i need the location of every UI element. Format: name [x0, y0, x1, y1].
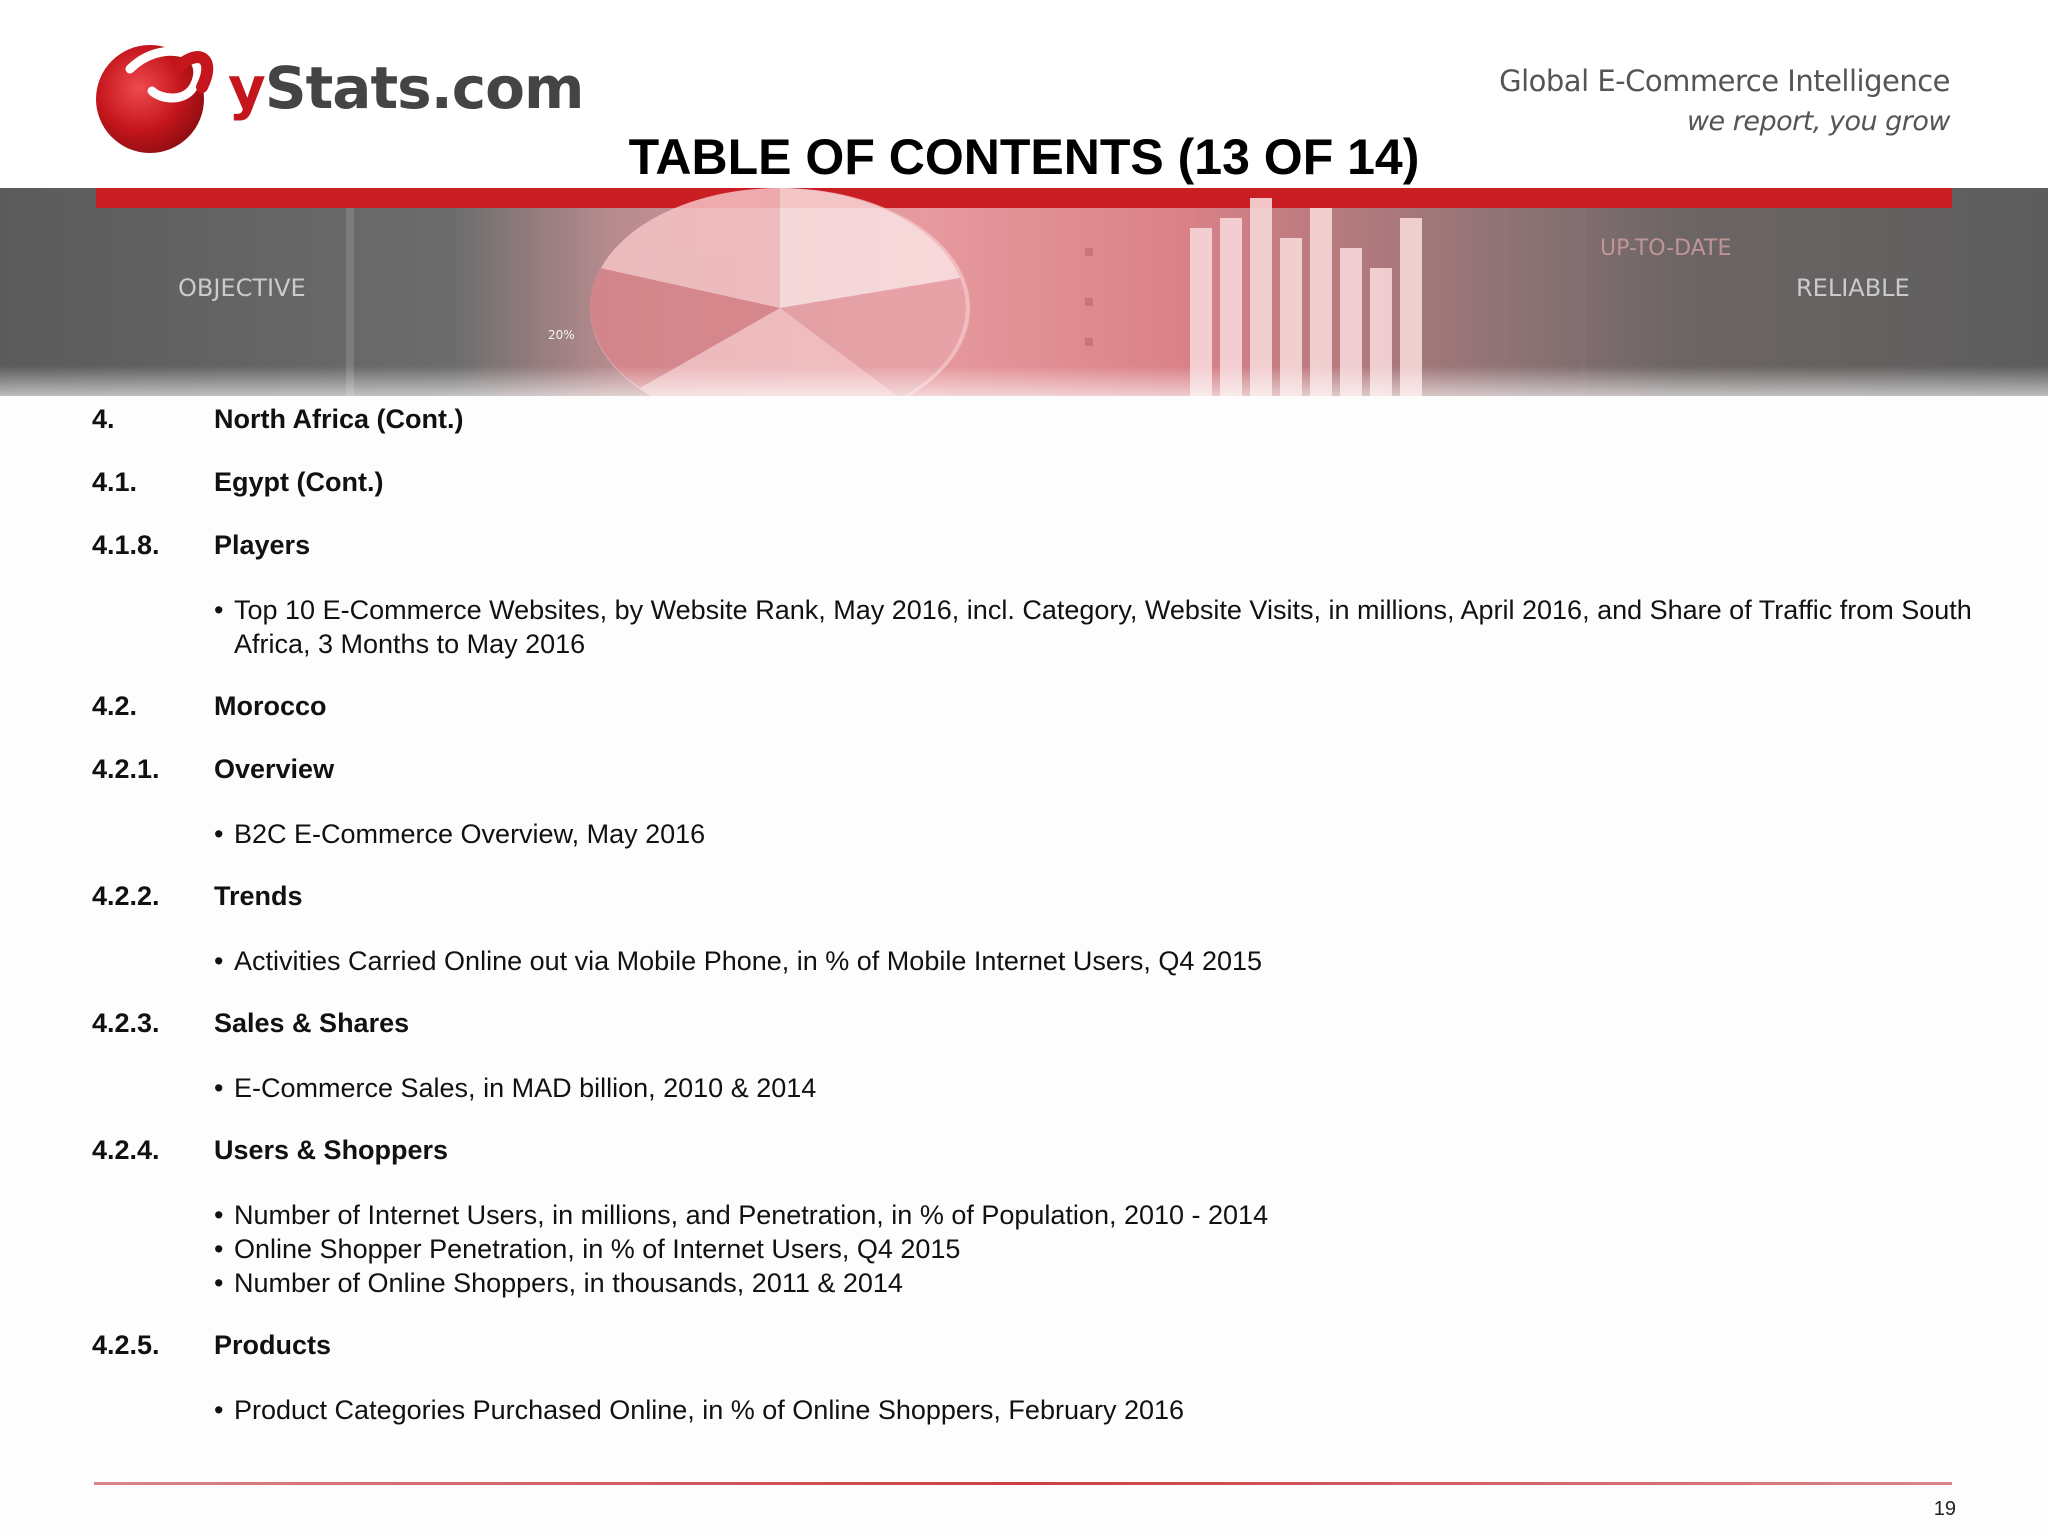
- section-title: Products: [214, 1330, 332, 1360]
- logo-rest-text: Stats.com: [264, 54, 584, 122]
- toc-section: [92, 881, 1972, 917]
- toc-section: [92, 467, 1972, 503]
- section-number: 4.2.: [92, 691, 138, 721]
- bullet-text: Online Shopper Penetration, in % of Internet Users, Q4 2015: [234, 1234, 961, 1264]
- section-number: 4.2.3.: [92, 1008, 160, 1038]
- bullet-list: [214, 593, 1972, 661]
- section-number: 4.2.1.: [92, 754, 160, 784]
- bullet-text: B2C E-Commerce Overview, May 2016: [234, 819, 706, 849]
- page-number: 19: [1933, 1498, 1956, 1520]
- section-number: 4.2.5.: [92, 1330, 160, 1360]
- tagline-line-1: Global E-Commerce Intelligence: [1499, 64, 1950, 98]
- section-title: Egypt (Cont.): [214, 467, 384, 497]
- bullet-list: [214, 817, 1972, 851]
- header: [0, 0, 2048, 190]
- section-title: North Africa (Cont.): [214, 404, 464, 434]
- bullet-dot: •: [214, 1395, 224, 1425]
- bullet-dot: •: [214, 946, 224, 976]
- toc-section: [92, 404, 1972, 440]
- banner-fade: [0, 366, 2048, 396]
- bullet-item: [214, 593, 1972, 661]
- bullet-list: [214, 944, 1972, 978]
- bullet-text: Product Categories Purchased Online, in % of Online Shoppers, February 2016: [234, 1395, 1185, 1425]
- section-title: Morocco: [214, 691, 327, 721]
- section-title: Sales & Shares: [214, 1008, 410, 1038]
- section-number: 4.2.2.: [92, 881, 160, 911]
- toc-section: [92, 1330, 1972, 1366]
- bullet-text: Activities Carried Online out via Mobile Phone, in % of Mobile Internet Users, Q4 2015: [234, 946, 1263, 976]
- bullet-item: [214, 817, 1972, 851]
- bullet-item: [214, 1198, 1972, 1232]
- toc-section: [92, 530, 1972, 566]
- bullet-dot: •: [214, 595, 224, 625]
- bullet-text: Number of Internet Users, in millions, and Penetration, in % of Population, 2010 - 2014: [234, 1200, 1269, 1230]
- section-number: 4.: [92, 404, 115, 434]
- bullet-dot: •: [214, 1268, 224, 1298]
- bullet-dot: •: [214, 1234, 224, 1264]
- bullet-item: [214, 1266, 1972, 1300]
- toc-section: [92, 1135, 1972, 1171]
- bullet-text: E-Commerce Sales, in MAD billion, 2010 & 2014: [234, 1073, 817, 1103]
- toc-section: [92, 754, 1972, 790]
- banner-small-label: 20%: [548, 328, 575, 342]
- bullet-text: Number of Online Shoppers, in thousands, 2011 & 2014: [234, 1268, 903, 1298]
- banner-word-reliable: RELIABLE: [1796, 274, 1910, 302]
- section-number: 4.1.8.: [92, 530, 160, 560]
- bullet-dot: •: [214, 1200, 224, 1230]
- page-title: [0, 128, 2048, 186]
- tagline: [1499, 64, 1950, 137]
- logo-wordmark: [228, 54, 583, 122]
- banner-word-objective: OBJECTIVE: [178, 274, 306, 302]
- section-title: Players: [214, 530, 311, 560]
- section-number: 4.2.4.: [92, 1135, 160, 1165]
- section-number: 4.1.: [92, 467, 138, 497]
- bullet-item: [214, 1232, 1972, 1266]
- section-title: Users & Shoppers: [214, 1135, 449, 1165]
- bullet-dot: •: [214, 1073, 224, 1103]
- tagline-line-2: we report, you grow: [1686, 106, 1950, 137]
- logo-y-letter: y: [228, 54, 265, 122]
- bullet-item: [214, 1071, 1972, 1105]
- bullet-dot: •: [214, 819, 224, 849]
- section-title: Overview: [214, 754, 335, 784]
- bullet-item: [214, 1393, 1972, 1427]
- banner-graphic: [0, 188, 2048, 396]
- bullet-item: [214, 944, 1972, 978]
- bullet-list: [214, 1071, 1972, 1105]
- bullet-list: [214, 1393, 1972, 1427]
- bullet-list: [214, 1198, 1972, 1300]
- section-title: Trends: [214, 881, 303, 911]
- toc-section: [92, 1008, 1972, 1044]
- page-title-text: TABLE OF CONTENTS (13 OF 14): [628, 129, 1420, 185]
- table-of-contents: [92, 404, 1972, 1427]
- bullet-text: Top 10 E-Commerce Websites, by Website Rank, May 2016, incl. Category, Website Visits, in millions, April 2016, and Share of Traffic from South Africa, 3 Months to May 2016: [234, 595, 1972, 659]
- toc-section: [92, 691, 1972, 727]
- footer-divider: [94, 1482, 1952, 1485]
- header-banner-image: [0, 188, 2048, 396]
- banner-word-up-to-date: UP-TO-DATE: [1600, 236, 1732, 261]
